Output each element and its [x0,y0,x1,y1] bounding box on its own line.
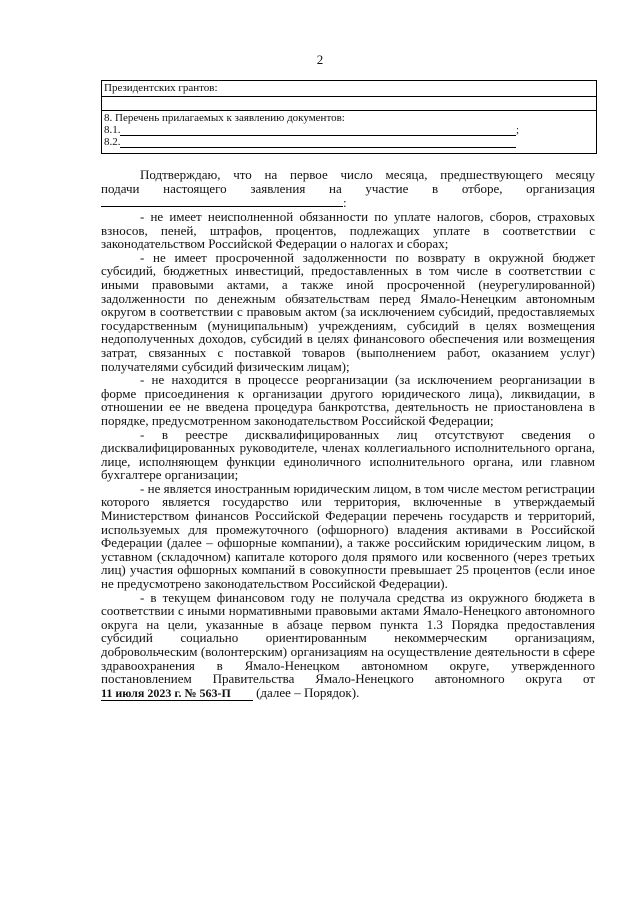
condition-item: - в реестре дисквалифицированных лиц отсутствуют сведения о дисквалифицированных руководителе, членах коллегиального исполнительного органа, лице, исполняющем функции единоличного исполнительного органа, или главном бухгалтере организации; [101,426,595,483]
confirm-line-3 [101,195,595,210]
application-table [101,80,597,154]
confirm-line-end: : [343,195,347,211]
condition-item: - не имеет неисполненной обязанности по уплате налогов, сборов, страховых взносов, пеней, штрафов, процентов, подлежащих уплате в соответствии с законодательством Российской Федерации о налогах и сборах; [101,209,595,252]
condition-item: - не является иностранным юридическим лицом, в том числе местом регистрации которого является государство или территория, включенные в утверждаемый Министерством финансов Российской Федерации перечень государств и территорий, используемых для промежуточного (офшорного) владения активами в Российской Федерации (далее – офшорные компании), а также российским юридическим лицом, в уставном (складочном) капитале которого доля прямого или косвенного (через третьих лиц) участия офшорных компаний в совокупности превышает 25 процентов (если иное не предусмотрено законодательством Российской Федерации). [101,480,595,592]
confirm-line-1: Подтверждаю, что на первое число месяца, предшествующего месяцу [140,167,595,182]
footer-line [101,686,595,702]
footer-tail: (далее – Порядок). [252,684,360,700]
confirmation-block [101,168,595,210]
conditions-list [101,210,595,701]
document-blank-line [120,138,516,148]
document-item-1 [104,124,596,136]
condition-item: - не имеет просроченной задолженности по возврату в окружной бюджет субсидий, бюджетных инвестиций, предоставленных в том числе в соответствии с иными правовыми актами, а также иной просроченной (неурегулированной) задолженности по денежным обязательствам перед Ямало-Ненецким автономным округом в соответствии с правовым актом (за исключением субсидий, предоставляемых государственным (муниципальным) учреждениям, субсидий в целях возмещения недополученных доходов, субсидий в целях финансового обеспечения или возмещения затрат, связанных с поставкой товаров (выполнением работ, оказанием услуг) получателями субсидий физическим лицам); [101,249,595,374]
document-item-end: ; [516,124,520,136]
confirm-line-2: подачи настоящего заявления на участие в отборе, организация [101,180,595,196]
document-item-2 [104,136,596,148]
table-row-empty [102,97,596,111]
condition-item: - не находится в процессе реорганизации (за исключением реорганизации в форме присоединения к организации другого юридического лица), ликвидации, в отношении ее не введена процедура банкротства, деятельность не приостановлена в порядке, предусмотренном законодательством Российской Федерации; [101,372,595,428]
page-number: 2 [316,52,324,67]
order-reference: 11 июля 2023 г. № 563-П [101,687,253,702]
presidential-grants-label: Президентских грантов: [104,82,218,94]
document-blank-line [120,126,516,136]
document-item-number: 8.2. [104,136,121,148]
table-row-documents [102,111,596,153]
document-item-number: 8.1. [104,124,121,136]
condition-item: - в текущем финансовом году не получала средства из окружного бюджета в соответствии с иными нормативными правовыми актами Ямало-Ненецкого автономного округа на цели, указанные в абзаце первом пункта 1.3 Порядка предоставления субсидий социально ориентированным некоммерческим организациям, добровольческим (волонтерским) организациям на осуществление деятельности в сфере здравоохранения в Ямало-Ненецком автономном округе, утвержденного постановлением Правительства Ямало-Ненецкого автономного округа от [101,589,595,687]
documents-list-title: 8. Перечень прилагаемых к заявлению документов: [104,112,345,124]
table-row [102,81,596,97]
organization-blank [101,195,343,207]
